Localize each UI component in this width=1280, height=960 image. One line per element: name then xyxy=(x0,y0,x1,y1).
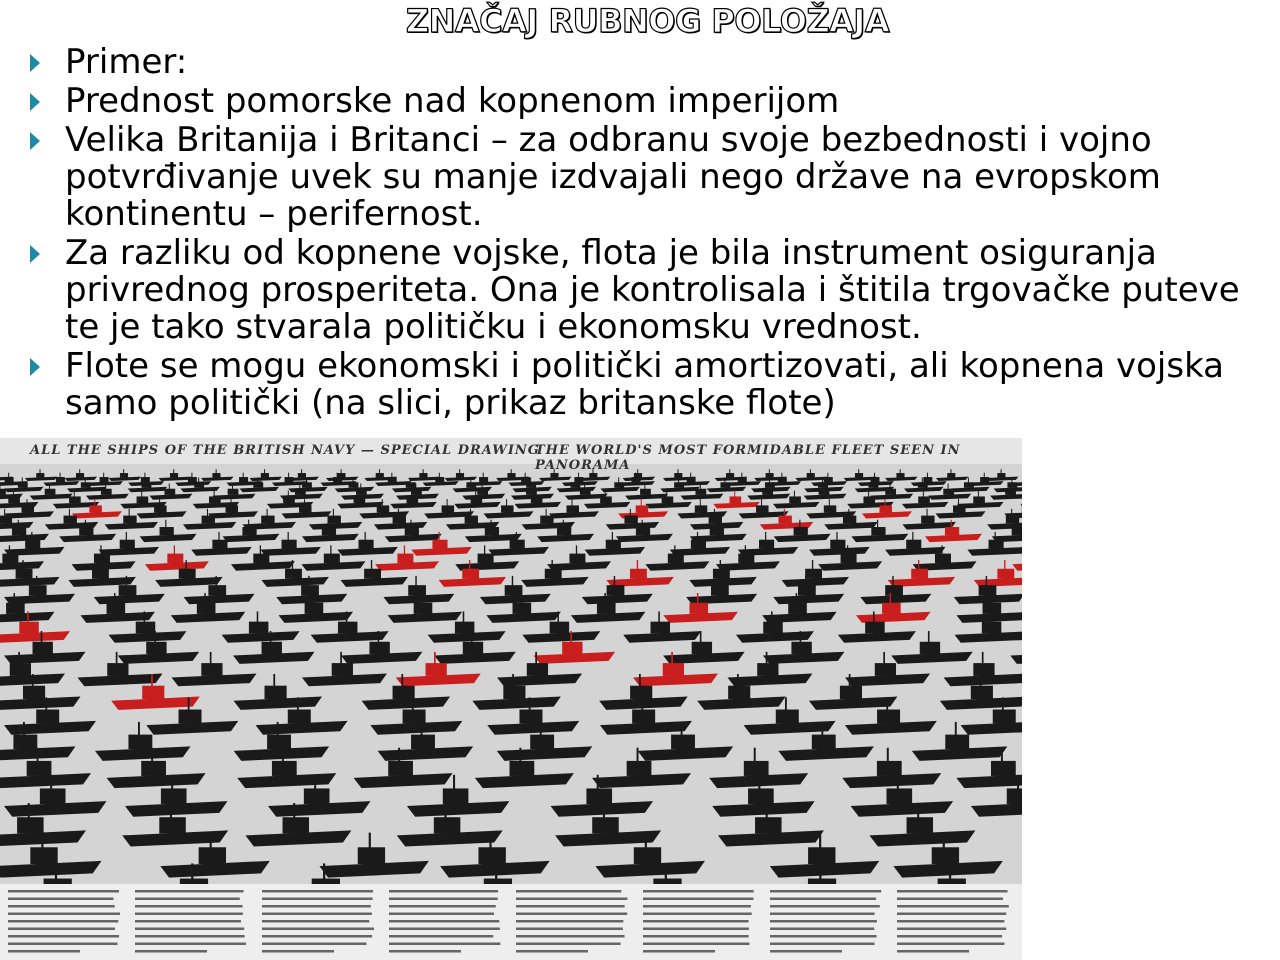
figure-header xyxy=(0,438,1022,473)
fleet-drawing xyxy=(0,438,1022,884)
bullet-arrow-icon xyxy=(30,54,40,72)
bullet-list xyxy=(0,44,1280,424)
bullet-text: Flote se mogu ekonomski i politički amortizovati, ali kopnena vojska samo politički (na slici, prikaz britanske flote) xyxy=(65,346,1225,423)
slide-title: ZNAČAJ RUBNOG POLOŽAJA xyxy=(405,2,890,40)
bullet-item xyxy=(0,83,1280,120)
bullet-item xyxy=(0,348,1280,422)
bullet-text: Primer: xyxy=(65,42,188,82)
figure-header-left: ALL THE SHIPS OF THE BRITISH NAVY — SPECIAL DRAWING xyxy=(30,443,540,458)
bullet-text: Velika Britanija i Britanci – za odbranu svoje bezbednosti i vojno potvrđivanje uvek su manje izdvajali nego države na evropskom kontinentu – perifernost. xyxy=(65,120,1161,234)
caption-text-lines xyxy=(0,884,1022,960)
bullet-arrow-icon xyxy=(30,358,40,376)
bullet-arrow-icon xyxy=(30,245,40,263)
bullet-arrow-icon xyxy=(30,93,40,111)
bullet-text: Prednost pomorske nad kopnenom imperijom xyxy=(65,81,840,121)
bullet-item xyxy=(0,122,1280,233)
bullet-arrow-icon xyxy=(30,132,40,150)
figure-header-right: THE WORLD'S MOST FORMIDABLE FLEET SEEN IN PANORAMA xyxy=(535,443,961,473)
bullet-item xyxy=(0,44,1280,81)
bullet-item xyxy=(0,235,1280,346)
figure-caption-columns xyxy=(0,884,1022,960)
bullet-text: Za razliku od kopnene vojske, flota je bila instrument osiguranja privrednog prosperiteta. Ona je kontrolisala i štitila trgovačke puteve te je tako stvarala političku i ekonomsku vrednost. xyxy=(65,233,1240,347)
british-fleet-illustration xyxy=(0,438,1022,960)
